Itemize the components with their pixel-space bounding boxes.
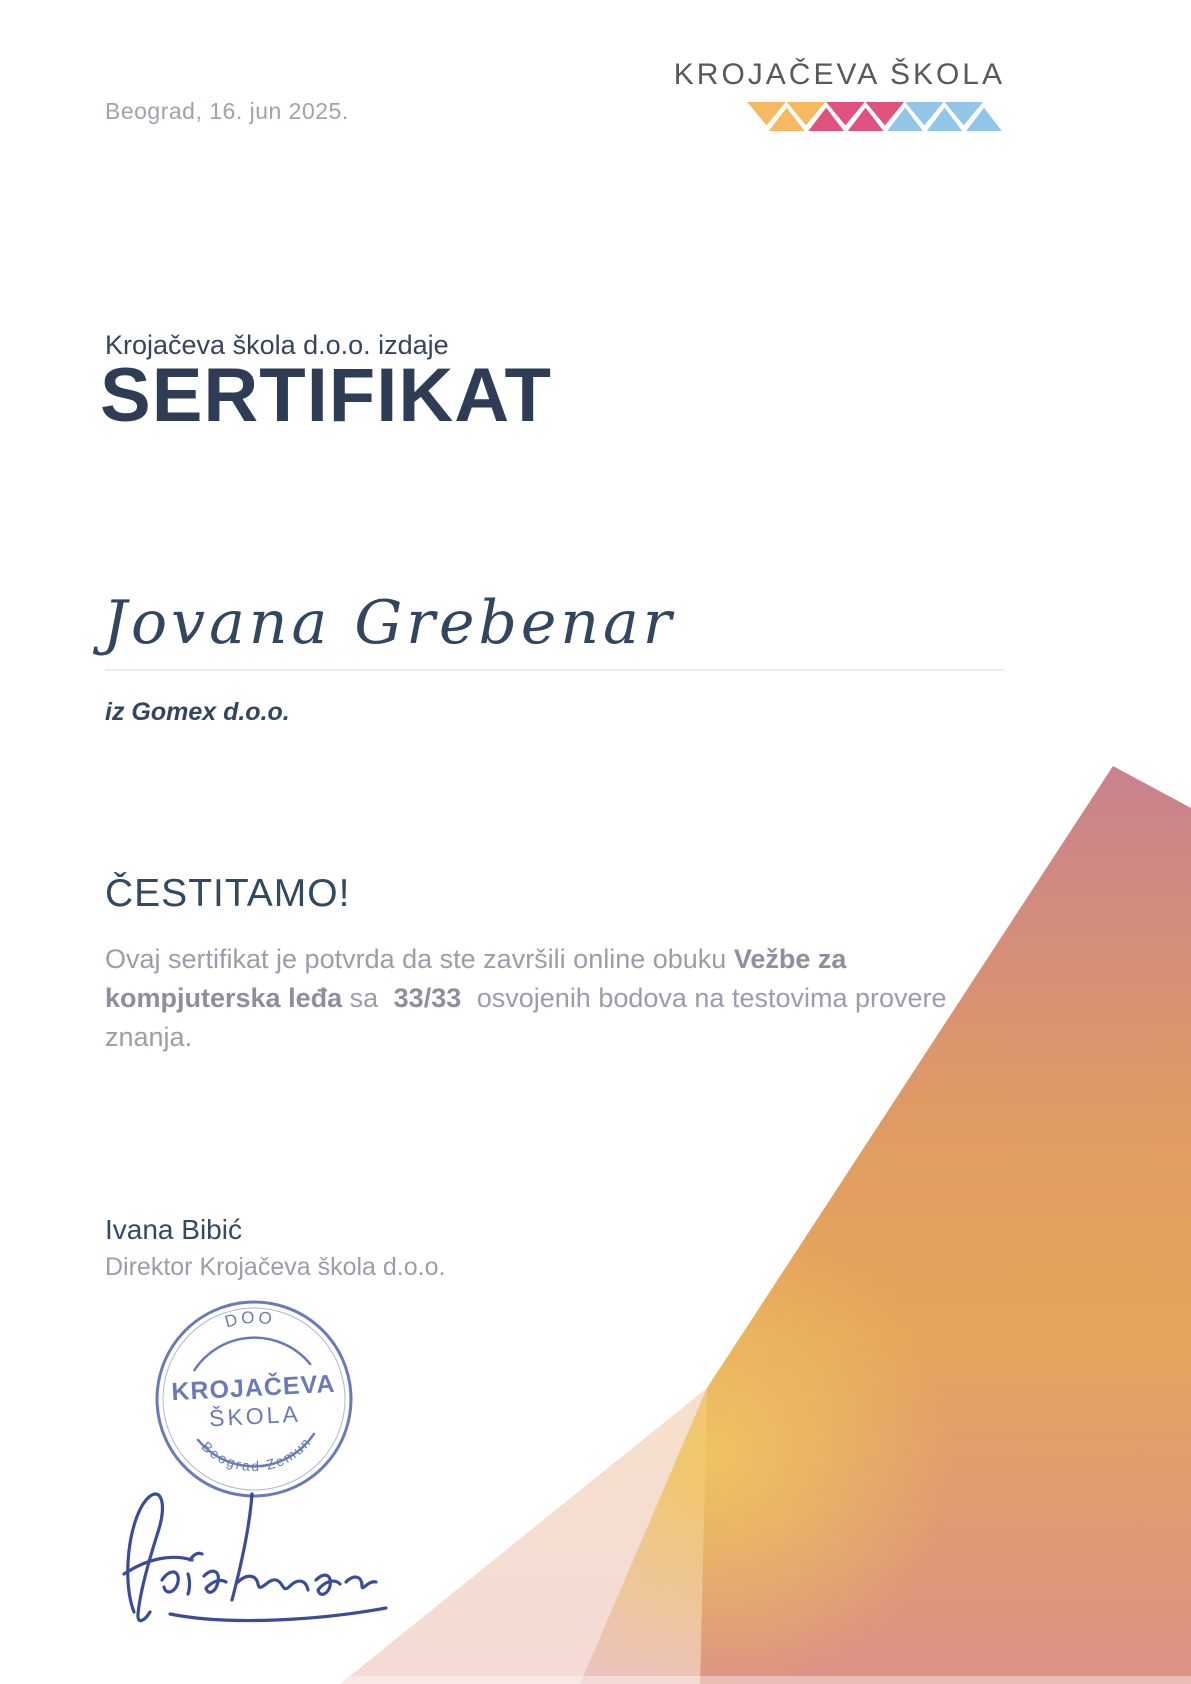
congrats-text-before: Ovaj sertifikat je potvrda da ste završili online obuku <box>105 944 727 974</box>
stamp-bottom-text: Beograd-Zemun <box>198 1433 315 1475</box>
director-signature <box>110 1462 400 1632</box>
signer-name: Ivana Bibić <box>105 1214 242 1245</box>
congrats-paragraph <box>105 940 985 1057</box>
bg-bottom-strip <box>0 1676 1191 1684</box>
recipient-name: Jovana Grebenar <box>103 588 676 658</box>
logo-triangle-band-icon <box>745 101 1005 132</box>
signer-role: Direktor Krojačeva škola d.o.o. <box>105 1253 446 1281</box>
score-value: 33/33 <box>393 983 462 1013</box>
stamp-top-text: DOO <box>222 1307 277 1332</box>
date-location: Beograd, 16. jun 2025. <box>105 98 349 124</box>
stamp-center-text-1: KROJAČEVA <box>170 1369 337 1407</box>
congrats-heading: ČESTITAMO! <box>105 872 351 915</box>
certificate-title: SERTIFIKAT <box>100 353 552 438</box>
svg-text:DOO <box>223 1307 277 1332</box>
name-underline <box>105 669 1005 671</box>
recipient-company: iz Gomex d.o.o. <box>105 698 290 726</box>
congrats-text-middle: sa <box>349 983 379 1013</box>
course-name: Vežbe za kompjuterska leđa <box>105 944 847 1013</box>
issuer-line: Krojačeva škola d.o.o. izdaje <box>105 330 449 360</box>
logo-wordmark: KROJAČEVA ŠKOLA <box>673 58 1005 91</box>
stamp-center-text-2: ŠKOLA <box>208 1400 302 1432</box>
logo <box>674 58 1005 137</box>
congrats-text-after: osvojenih bodova na testovima provere znanja. <box>105 983 947 1052</box>
